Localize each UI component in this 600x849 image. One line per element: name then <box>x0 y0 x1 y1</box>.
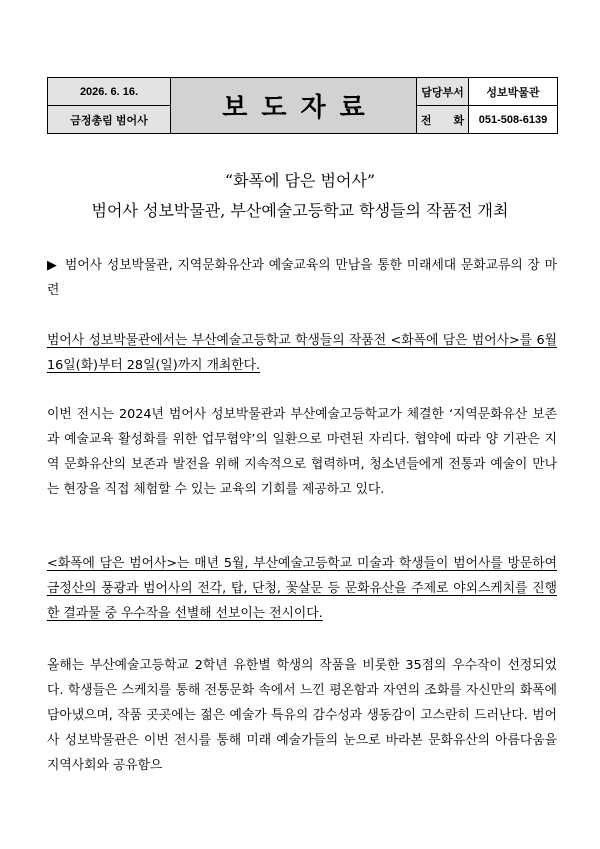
document-title: 보도자료 <box>171 78 417 134</box>
summary-paragraph <box>47 253 557 303</box>
lead-paragraph: 범어사 성보박물관에서는 부산예술고등학교 학생들의 작품전 <화폭에 담은 범어사>를 6월 16일(화)부터 28일(일)까지 개최한다. <box>47 333 557 373</box>
phone-label: 전 화 <box>417 106 469 134</box>
body-paragraph-2: <화폭에 담은 범어사>는 매년 5월, 부산예술고등학교 미술과 학생들이 범어사를 방문하여 금정산의 풍광과 범어사의 전각, 탑, 단청, 꽃살문 등 문화유산을 주제로 야외스케치를 진행한 결과물 중 우수작을 선별해 선보이는 전시이다. <box>47 556 557 621</box>
bullet-arrow-icon: ▶ <box>47 258 57 273</box>
issuing-organization: 금정총림 범어사 <box>48 106 171 134</box>
department-value: 성보박물관 <box>469 78 558 106</box>
department-label: 담당부서 <box>417 78 469 106</box>
summary-text: 범어사 성보박물관, 지역문화유산과 예술교육의 만남을 통한 미래세대 문화교류의 장 마련 <box>47 258 557 298</box>
headline-quote: “화폭에 담은 범어사” <box>224 171 376 190</box>
headline-title: 범어사 성보박물관, 부산예술고등학교 학생들의 작품전 개최 <box>91 201 509 220</box>
release-date: 2026. 6. 16. <box>48 78 171 106</box>
press-release-header-table <box>47 77 558 134</box>
body-paragraph-3: 올해는 부산예술고등학교 2학년 유한별 학생의 작품을 비롯한 35점의 우수작이 선정되었다. 학생들은 스케치를 통해 전통문화 속에서 느낀 평온함과 자연의 조화를 자신만의 화폭에 담아냈으며, 작품 곳곳에는 젊은 예술가 특유의 감수성과 생동감이 고스란히 드러난다. 범어사 성보박물관은 이번 전시를 통해 미래 예술가들의 눈으로 바라본 문화유산의 아름다움을 지역사회와 공유함으 <box>47 658 557 773</box>
phone-value: 051-508-6139 <box>469 106 558 134</box>
body-paragraph-1: 이번 전시는 2024년 범어사 성보박물관과 부산예술고등학교가 체결한 ‘지역문화유산 보존과 예술교육 활성화를 위한 업무협약’의 일환으로 마련된 자리다. 협약에 따라 양 기관은 지역 문화유산의 보존과 발전을 위해 지속적으로 협력하며, 청소년들에게 전통과 예술이 만나는 현장을 직접 체험할 수 있는 교육의 기회를 제공하고 있다. <box>47 407 557 497</box>
